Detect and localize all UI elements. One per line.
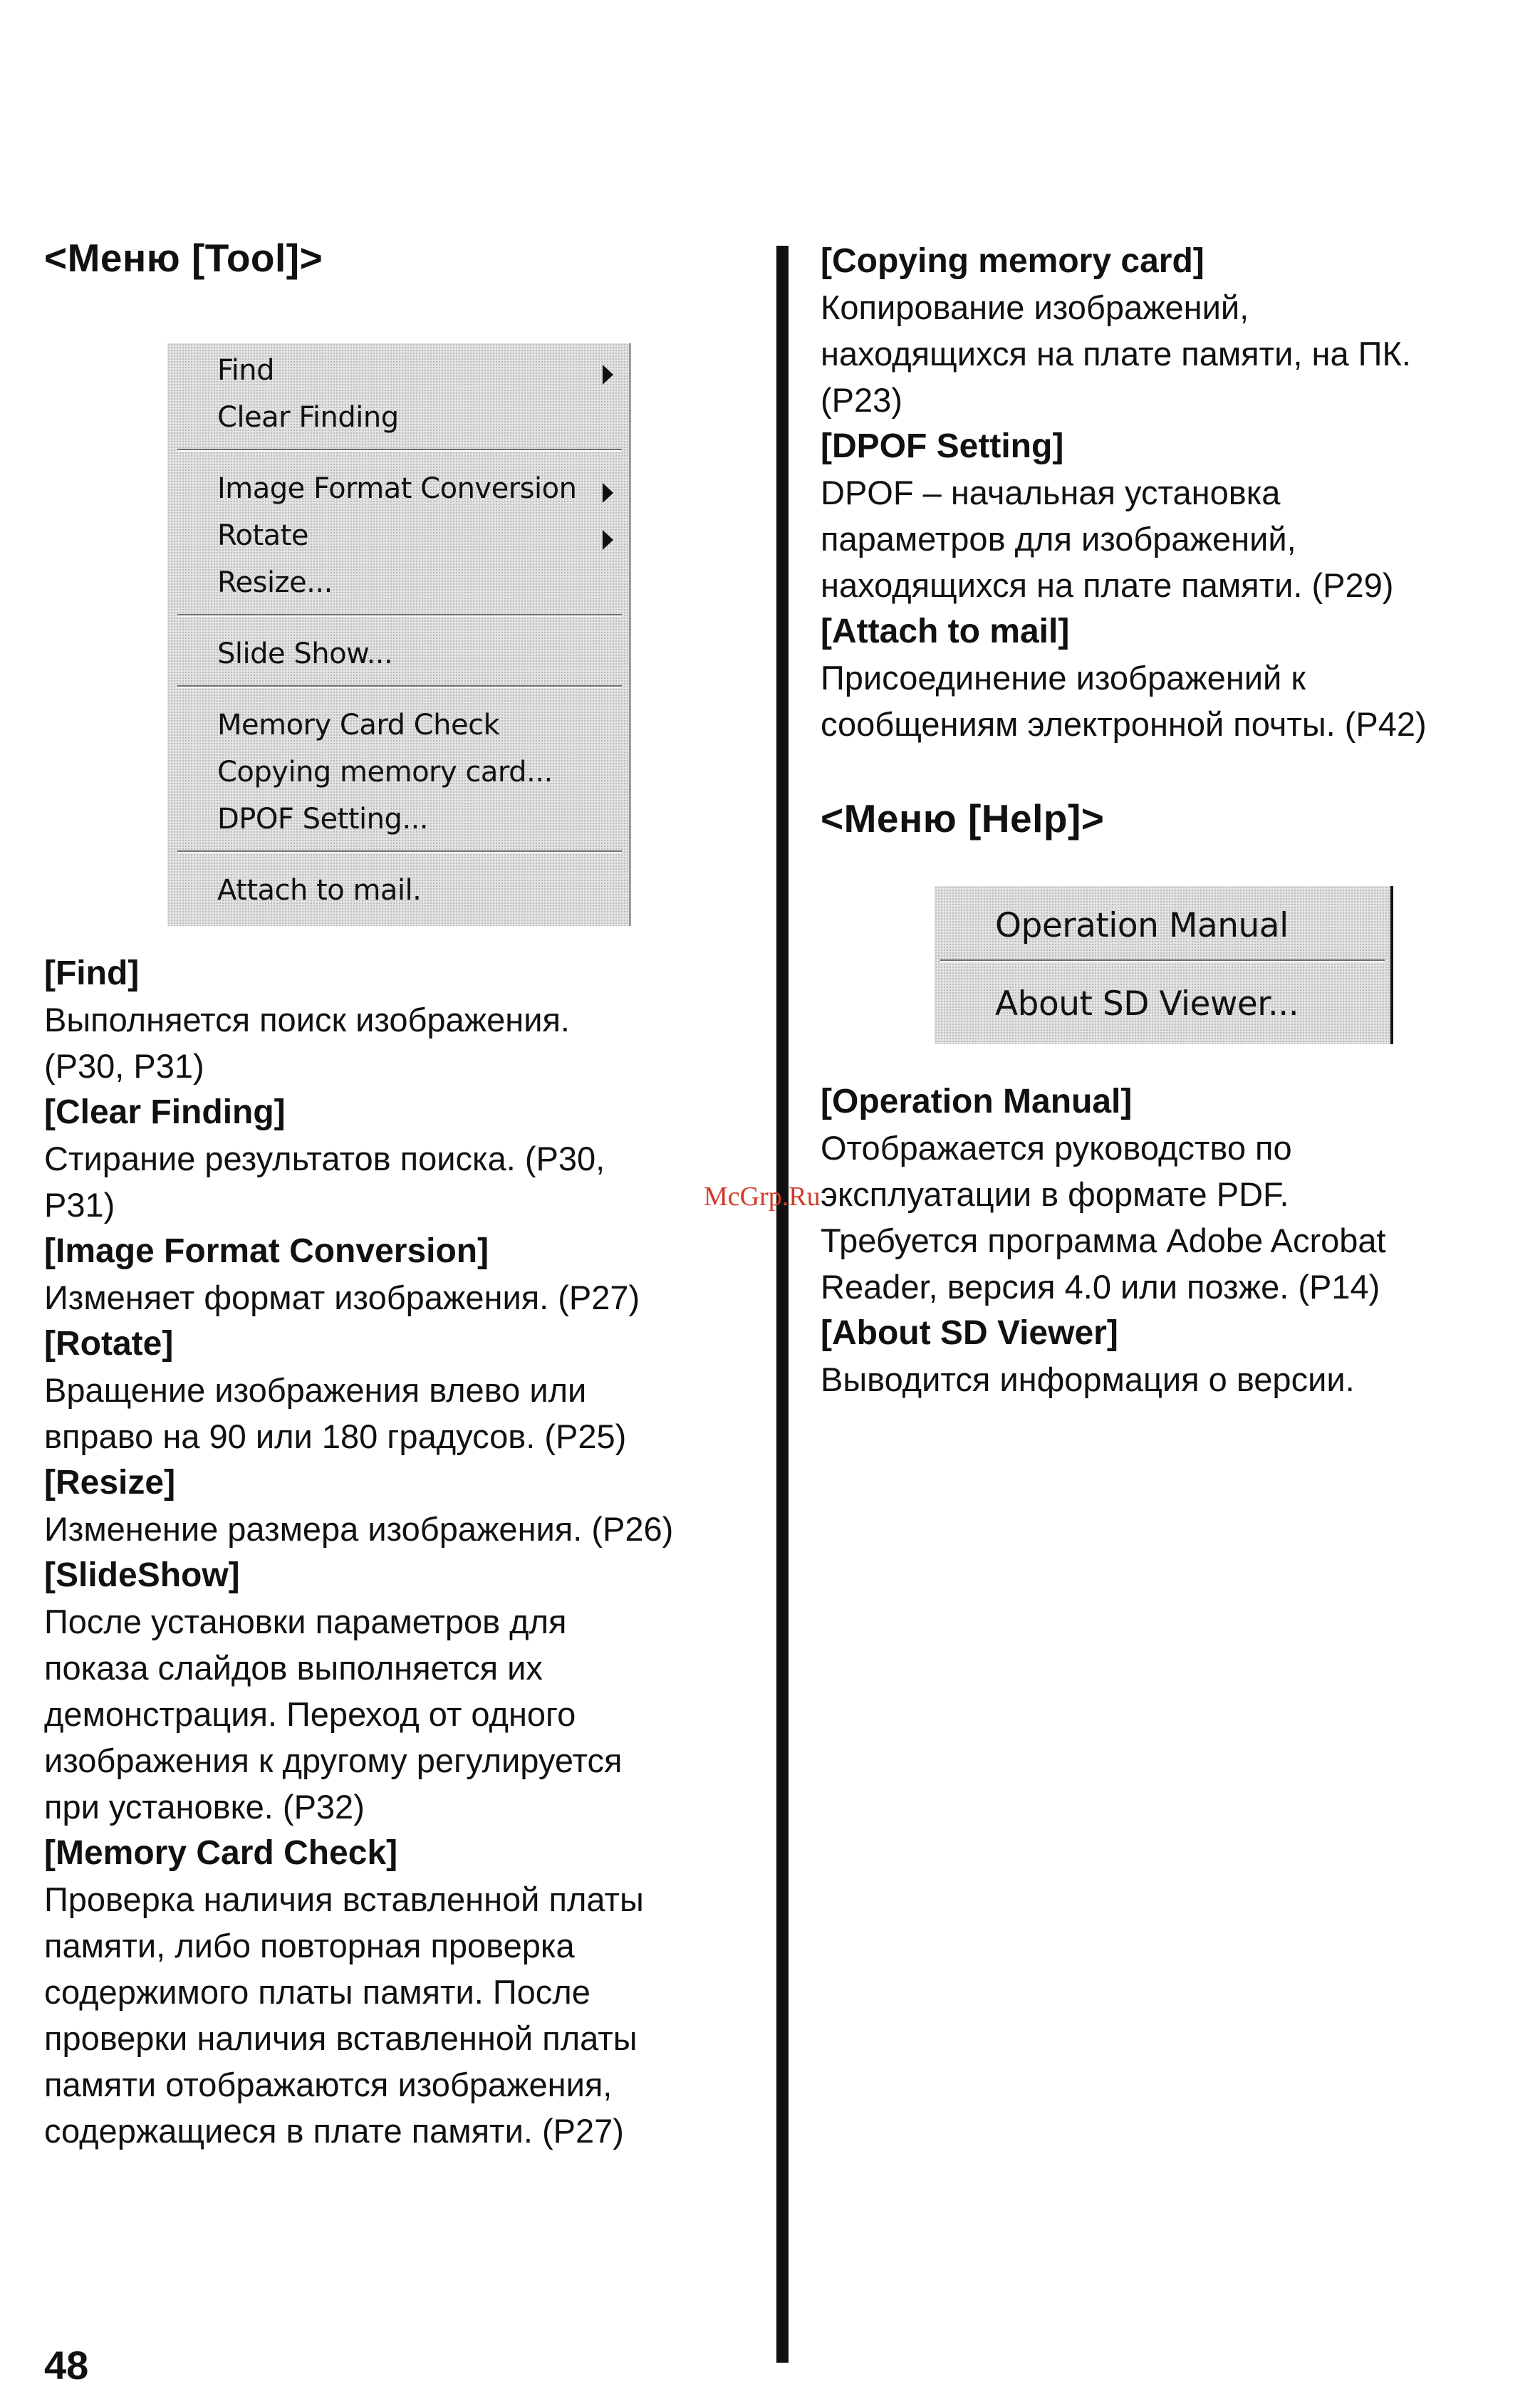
submenu-arrow-icon — [603, 365, 613, 385]
menu-separator — [940, 959, 1385, 962]
entry-title: [About SD Viewer] — [821, 1314, 1118, 1352]
entry-title: [Rotate] — [44, 1325, 174, 1363]
entry-title: [Operation Manual] — [821, 1083, 1133, 1120]
entry-description: Копирование изображений, находящихся на плате памяти, на ПК. (P23) — [821, 288, 1411, 419]
help-menu-heading: <Меню [Help]> — [821, 796, 1105, 841]
menu-item-label: Memory Card Check — [217, 709, 500, 741]
entry-memory-card-check — [44, 1830, 756, 2154]
entry-description: Вращение изображения влево или вправо на 90 или 180 градусов. (P25) — [44, 1371, 627, 1455]
menu-item-label: DPOF Setting... — [217, 803, 428, 836]
menu-item-label: Clear Finding — [217, 401, 399, 434]
entry-dpof-setting — [821, 423, 1519, 608]
entry-title: [Resize] — [44, 1464, 176, 1502]
tool-menu-descriptions-continued — [821, 238, 1519, 747]
menu-item-label: Slide Show... — [217, 638, 393, 670]
menu-item-clear-finding[interactable] — [217, 396, 399, 439]
menu-item-image-format-conversion[interactable] — [217, 467, 576, 510]
entry-title: [DPOF Setting] — [821, 427, 1064, 465]
tool-menu-screenshot — [167, 343, 631, 926]
submenu-arrow-icon — [603, 530, 613, 550]
entry-image-format-conversion — [44, 1228, 756, 1321]
menu-separator — [177, 850, 622, 853]
menu-item-label: Image Format Conversion — [217, 472, 577, 505]
menu-item-slide-show[interactable] — [217, 633, 392, 675]
menu-item-find[interactable] — [217, 349, 274, 392]
entry-attach-to-mail — [821, 608, 1519, 747]
entry-title: [Attach to mail] — [821, 613, 1070, 650]
menu-item-label: Rotate — [217, 519, 308, 552]
column-divider — [776, 246, 789, 2363]
entry-description: Проверка наличия вставленной платы памяти, либо повторная проверка содержимого платы памяти. После проверки наличия вставленной платы памяти отображаются изображения, содержащиеся в плате памяти. (P27) — [44, 1880, 644, 2150]
help-menu-descriptions — [821, 1078, 1519, 1403]
menu-item-label: About SD Viewer... — [995, 984, 1299, 1024]
menu-item-label: Find — [217, 354, 274, 387]
entry-rotate — [44, 1321, 756, 1459]
submenu-arrow-icon — [603, 483, 613, 503]
entry-description: Присоединение изображений к сообщениям электронной почты. (P42) — [821, 659, 1427, 743]
menu-item-label: Operation Manual — [995, 906, 1289, 945]
entry-description: После установки параметров для показа слайдов выполняется их демонстрация. Переход от одного изображения к другому регулируется при установке. (P32) — [44, 1603, 623, 1826]
entry-title: [SlideShow] — [44, 1556, 240, 1594]
entry-description: Изменяет формат изображения. (P27) — [44, 1279, 640, 1316]
menu-separator — [177, 614, 622, 617]
entry-description: Отображается руководство по эксплуатации в формате PDF. Требуется программа Adobe Acrobat Reader, версия 4.0 или позже. (P14) — [821, 1129, 1386, 1306]
menu-item-label: Resize... — [217, 566, 333, 599]
help-menu-screenshot — [935, 886, 1393, 1044]
menu-separator — [177, 685, 622, 688]
menu-item-attach-to-mail[interactable] — [217, 869, 421, 912]
tool-menu-descriptions — [44, 950, 756, 2154]
menu-separator — [177, 449, 622, 452]
entry-title: [Copying memory card] — [821, 242, 1205, 280]
page-number: 48 — [44, 2343, 89, 2388]
menu-item-rotate[interactable] — [217, 514, 308, 557]
entry-title: [Clear Finding] — [44, 1093, 286, 1131]
menu-item-about-sd-viewer[interactable] — [995, 979, 1299, 1030]
watermark: McGrp.Ru — [704, 1182, 821, 1212]
tool-menu-heading: <Меню [Tool]> — [44, 236, 323, 280]
entry-copying-memory-card — [821, 238, 1519, 423]
menu-item-label: Attach to mail. — [217, 874, 422, 907]
entry-description: Выполняется поиск изображения. (P30, P31) — [44, 1001, 570, 1085]
entry-title: [Find] — [44, 954, 140, 992]
menu-item-copying-memory-card[interactable] — [217, 751, 553, 793]
entry-title: [Memory Card Check] — [44, 1834, 398, 1872]
entry-description: Выводится информация о версии. — [821, 1360, 1355, 1398]
entry-description: Изменение размера изображения. (P26) — [44, 1510, 674, 1548]
entry-resize — [44, 1459, 756, 1552]
menu-item-memory-card-check[interactable] — [217, 704, 499, 746]
menu-item-dpof-setting[interactable] — [217, 798, 428, 841]
entry-title: [Image Format Conversion] — [44, 1232, 489, 1270]
menu-item-operation-manual[interactable] — [995, 900, 1289, 952]
menu-item-label: Copying memory card... — [217, 756, 553, 789]
entry-slideshow — [44, 1552, 756, 1830]
entry-find — [44, 950, 756, 1089]
entry-clear-finding — [44, 1089, 756, 1228]
entry-description: DPOF – начальная установка параметров для изображений, находящихся на плате памяти. (P29) — [821, 474, 1394, 604]
entry-description: Стирание результатов поиска. (P30, P31) — [44, 1140, 605, 1224]
entry-about-sd-viewer — [821, 1310, 1519, 1403]
entry-operation-manual — [821, 1078, 1519, 1310]
menu-item-resize[interactable] — [217, 561, 333, 604]
